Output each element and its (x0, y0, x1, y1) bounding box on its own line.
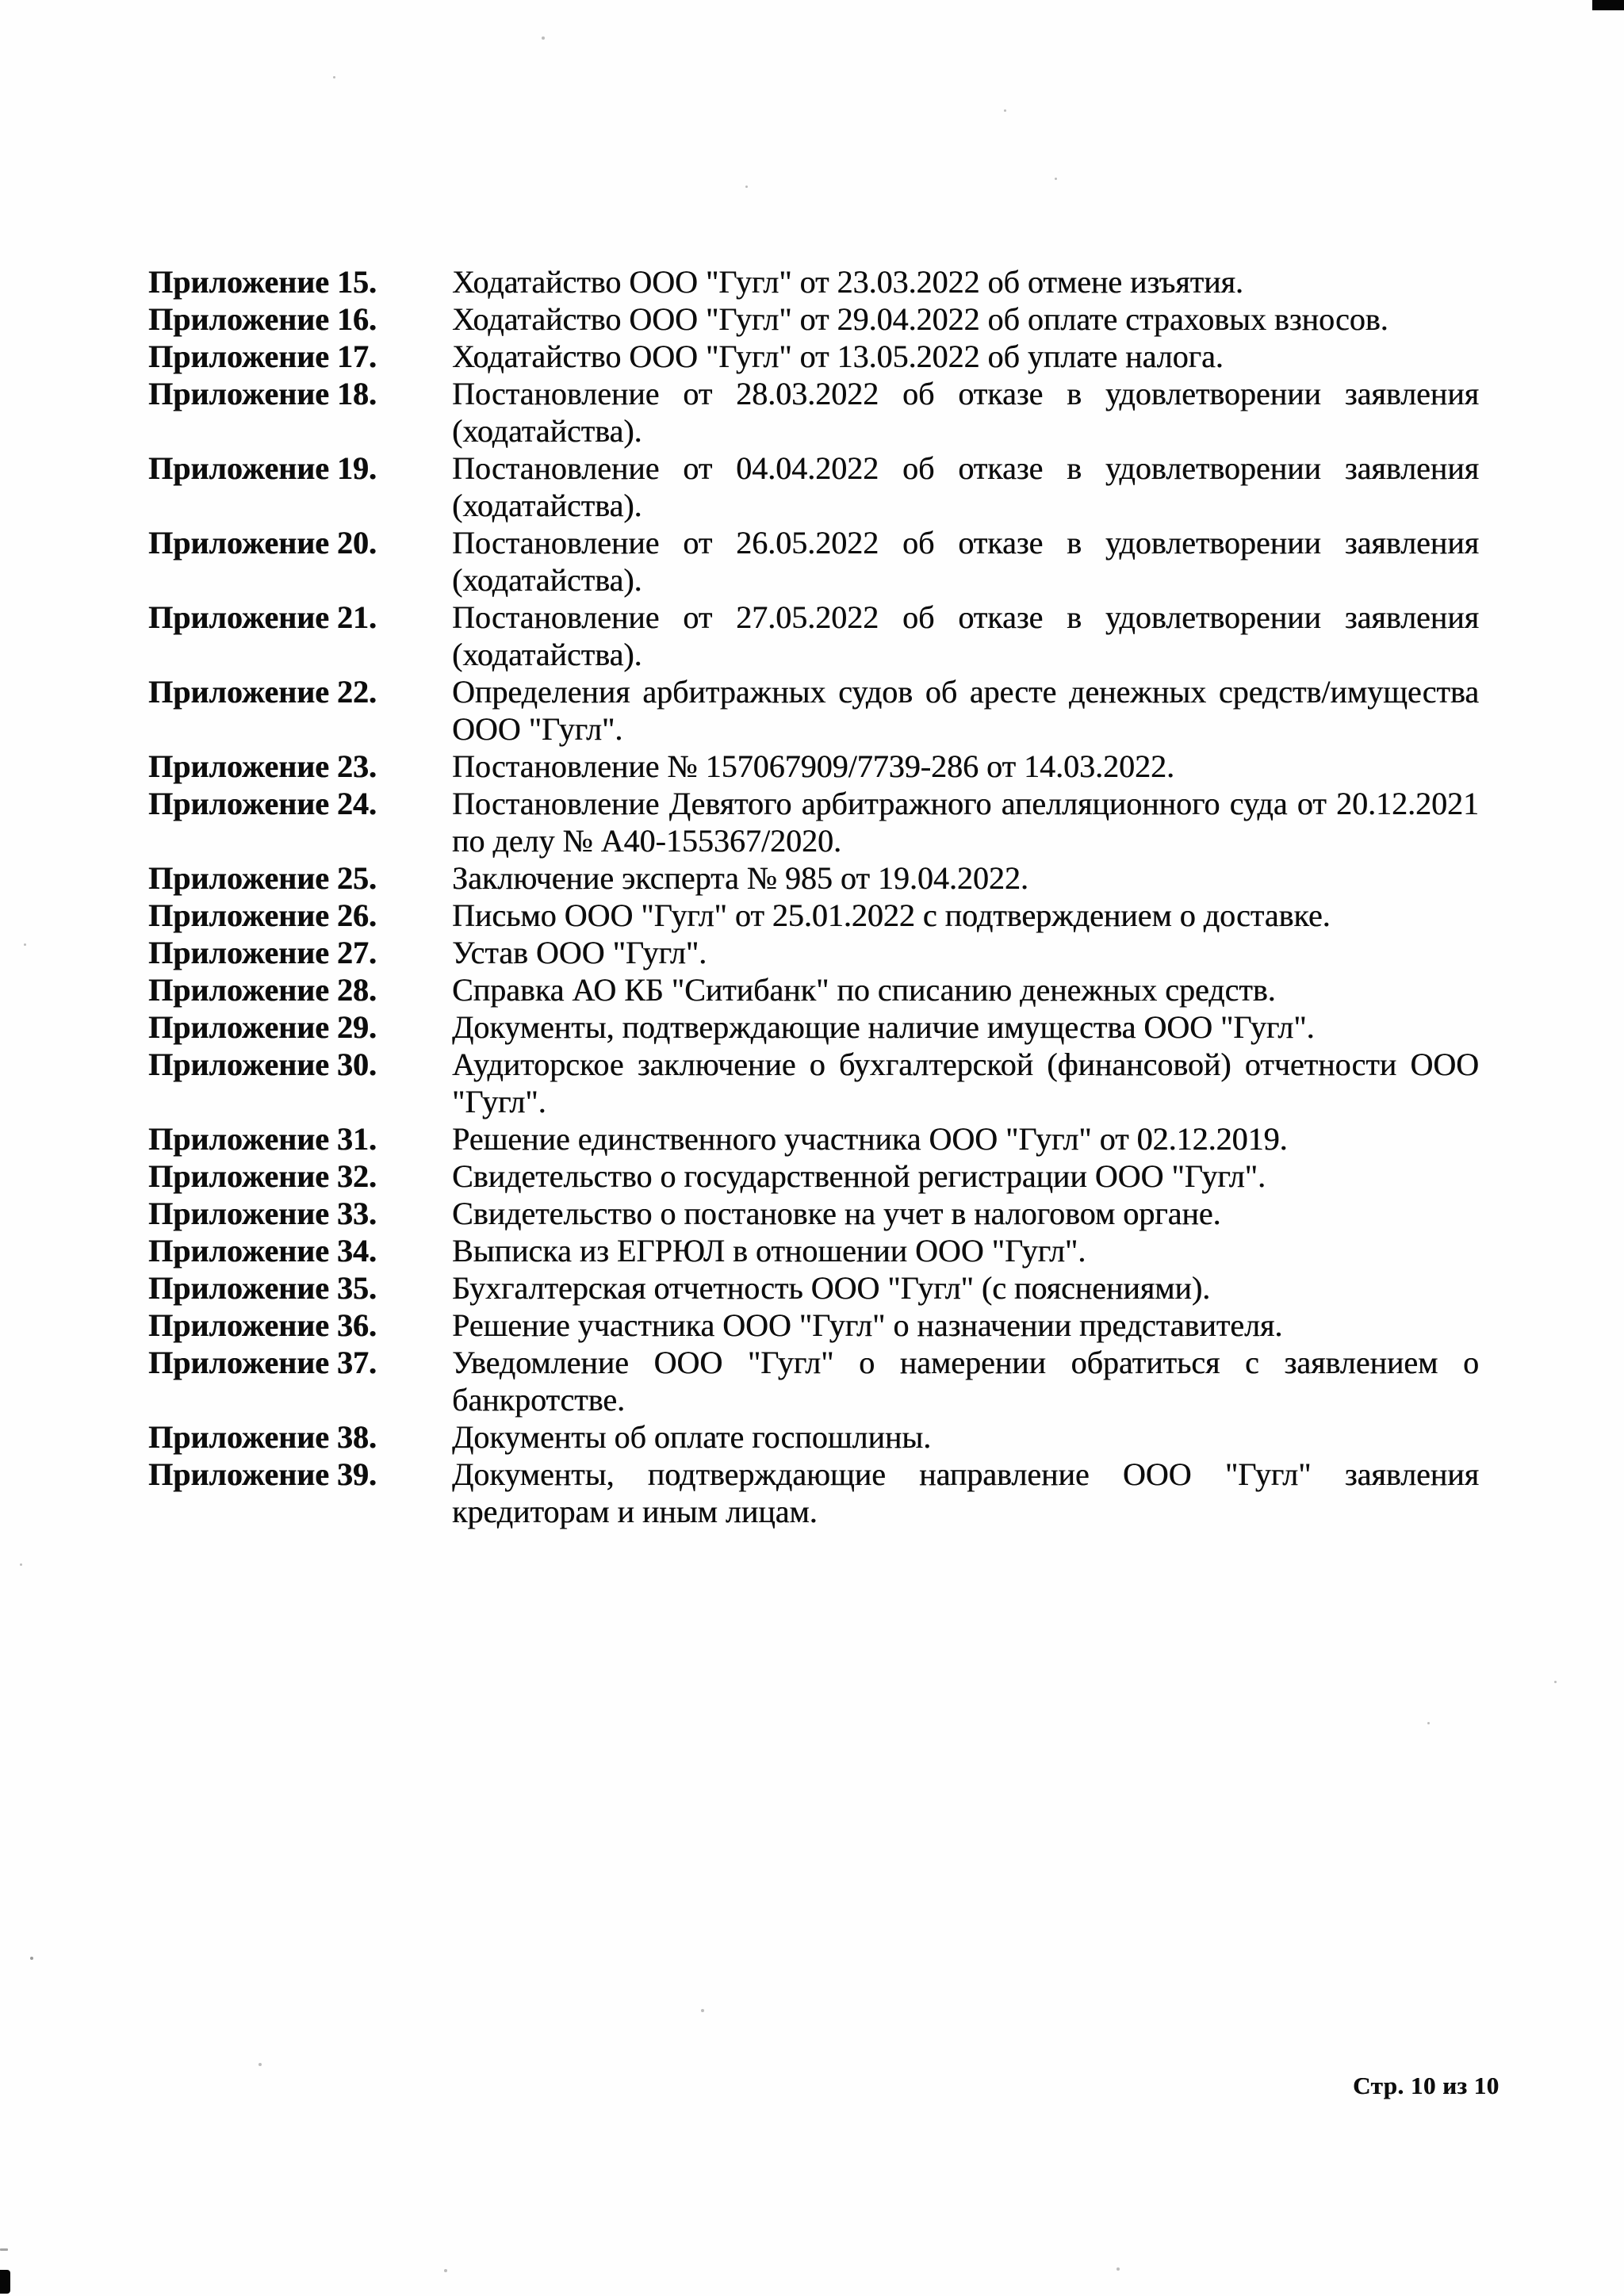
scan-speck (1055, 178, 1057, 180)
attachment-description: Определения арбитражных судов об аресте денежных средств/имущества ООО "Гугл". (452, 674, 1479, 747)
attachment-row (148, 971, 1479, 1008)
attachment-description: Постановление от 04.04.2022 об отказе в удовлетворении заявления (ходатайства). (452, 450, 1479, 523)
attachment-description: Аудиторское заключение о бухгалтерской (финансовой) отчетности ООО "Гугл". (452, 1047, 1479, 1119)
scan-speck (20, 1563, 22, 1566)
attachment-label: Приложение 30. (148, 1047, 377, 1082)
attachment-description: Бухгалтерская отчетность ООО "Гугл" (с пояснениями). (452, 1270, 1211, 1306)
attachments-list (148, 263, 1479, 1530)
attachment-row (148, 1195, 1479, 1232)
attachment-row (148, 1344, 1479, 1418)
attachment-label: Приложение 37. (148, 1345, 377, 1380)
scan-speck (333, 76, 335, 78)
attachment-description: Свидетельство о государственной регистрации ООО "Гугл". (452, 1158, 1266, 1194)
scan-speck (1116, 2267, 1120, 2271)
attachment-row (148, 450, 1479, 524)
attachment-label: Приложение 21. (148, 599, 377, 635)
attachment-label: Приложение 29. (148, 1009, 377, 1045)
scan-speck (444, 2269, 447, 2272)
attachment-label: Приложение 22. (148, 674, 377, 710)
attachment-label: Приложение 23. (148, 748, 377, 784)
scan-speck (0, 2248, 8, 2251)
scan-speck (24, 943, 26, 946)
attachment-label: Приложение 32. (148, 1158, 377, 1194)
attachment-row (148, 1046, 1479, 1120)
scan-artifact-bottom-left (0, 2270, 10, 2294)
attachment-row (148, 1232, 1479, 1269)
attachment-label: Приложение 38. (148, 1419, 377, 1455)
attachment-label: Приложение 18. (148, 376, 377, 411)
scan-speck (701, 2009, 704, 2012)
attachment-row (148, 1158, 1479, 1195)
attachment-label: Приложение 24. (148, 786, 377, 821)
attachment-row (148, 785, 1479, 859)
attachment-label: Приложение 16. (148, 301, 377, 337)
scan-artifact-top-right (1592, 0, 1624, 10)
attachment-description: Решение участника ООО "Гугл" о назначении представителя. (452, 1307, 1283, 1343)
page-number: Стр. 10 из 10 (1353, 2072, 1500, 2099)
attachment-label: Приложение 20. (148, 525, 377, 561)
attachment-label: Приложение 15. (148, 264, 377, 300)
scan-speck (30, 1957, 33, 1960)
attachment-description: Постановление Девятого арбитражного апелляционного суда от 20.12.2021 по делу № А40-155367/2020. (452, 786, 1479, 859)
attachment-row (148, 1307, 1479, 1344)
scan-speck (1004, 109, 1006, 112)
scan-speck (1427, 1722, 1430, 1724)
attachment-description: Документы об оплате госпошлины. (452, 1419, 932, 1455)
attachment-label: Приложение 36. (148, 1307, 377, 1343)
attachment-description: Постановление № 157067909/7739-286 от 14.03.2022. (452, 748, 1174, 784)
attachment-label: Приложение 33. (148, 1196, 377, 1231)
attachment-row (148, 599, 1479, 673)
attachment-description: Документы, подтверждающие наличие имущества ООО "Гугл". (452, 1009, 1315, 1045)
attachment-description: Свидетельство о постановке на учет в налоговом органе. (452, 1196, 1221, 1231)
scan-speck (1554, 1681, 1557, 1683)
attachment-description: Решение единственного участника ООО "Гугл" от 02.12.2019. (452, 1121, 1288, 1157)
attachment-row (148, 1269, 1479, 1307)
attachment-description: Заключение эксперта № 985 от 19.04.2022. (452, 860, 1028, 896)
attachment-row (148, 1008, 1479, 1046)
attachment-row (148, 263, 1479, 300)
attachment-description: Ходатайство ООО "Гугл" от 29.04.2022 об оплате страховых взносов. (452, 301, 1388, 337)
attachment-row (148, 300, 1479, 338)
scan-speck (542, 36, 545, 40)
attachment-label: Приложение 39. (148, 1456, 377, 1492)
attachment-label: Приложение 19. (148, 450, 377, 486)
attachment-row (148, 897, 1479, 934)
attachment-row (148, 1456, 1479, 1530)
attachment-row (148, 748, 1479, 785)
attachment-label: Приложение 26. (148, 897, 377, 933)
attachment-row (148, 375, 1479, 450)
attachment-row (148, 1418, 1479, 1456)
attachment-description: Выписка из ЕГРЮЛ в отношении ООО "Гугл". (452, 1233, 1086, 1269)
attachment-row (148, 524, 1479, 599)
attachment-label: Приложение 27. (148, 935, 377, 970)
attachment-description: Постановление от 28.03.2022 об отказе в удовлетворении заявления (ходатайства). (452, 376, 1479, 449)
attachment-row (148, 1120, 1479, 1158)
attachment-row (148, 338, 1479, 375)
attachment-label: Приложение 25. (148, 860, 377, 896)
attachment-label: Приложение 17. (148, 339, 377, 374)
attachment-description: Документы, подтверждающие направление ООО "Гугл" заявления кредиторам и иным лицам. (452, 1456, 1479, 1529)
attachment-label: Приложение 35. (148, 1270, 377, 1306)
attachment-description: Уведомление ООО "Гугл" о намерении обратиться с заявлением о банкротстве. (452, 1345, 1479, 1418)
attachment-description: Постановление от 27.05.2022 об отказе в удовлетворении заявления (ходатайства). (452, 599, 1479, 672)
scan-speck (259, 2063, 262, 2066)
attachment-label: Приложение 34. (148, 1233, 377, 1269)
attachment-description: Ходатайство ООО "Гугл" от 13.05.2022 об уплате налога. (452, 339, 1224, 374)
attachment-description: Справка АО КБ "Ситибанк" по списанию денежных средств. (452, 972, 1276, 1008)
scan-speck (745, 186, 748, 188)
attachment-description: Устав ООО "Гугл". (452, 935, 707, 970)
attachment-row (148, 673, 1479, 748)
attachment-description: Постановление от 26.05.2022 об отказе в удовлетворении заявления (ходатайства). (452, 525, 1479, 598)
attachment-label: Приложение 31. (148, 1121, 377, 1157)
attachment-description: Ходатайство ООО "Гугл" от 23.03.2022 об отмене изъятия. (452, 264, 1243, 300)
attachment-label: Приложение 28. (148, 972, 377, 1008)
attachment-description: Письмо ООО "Гугл" от 25.01.2022 с подтверждением о доставке. (452, 897, 1331, 933)
attachment-row (148, 859, 1479, 897)
attachment-row (148, 934, 1479, 971)
